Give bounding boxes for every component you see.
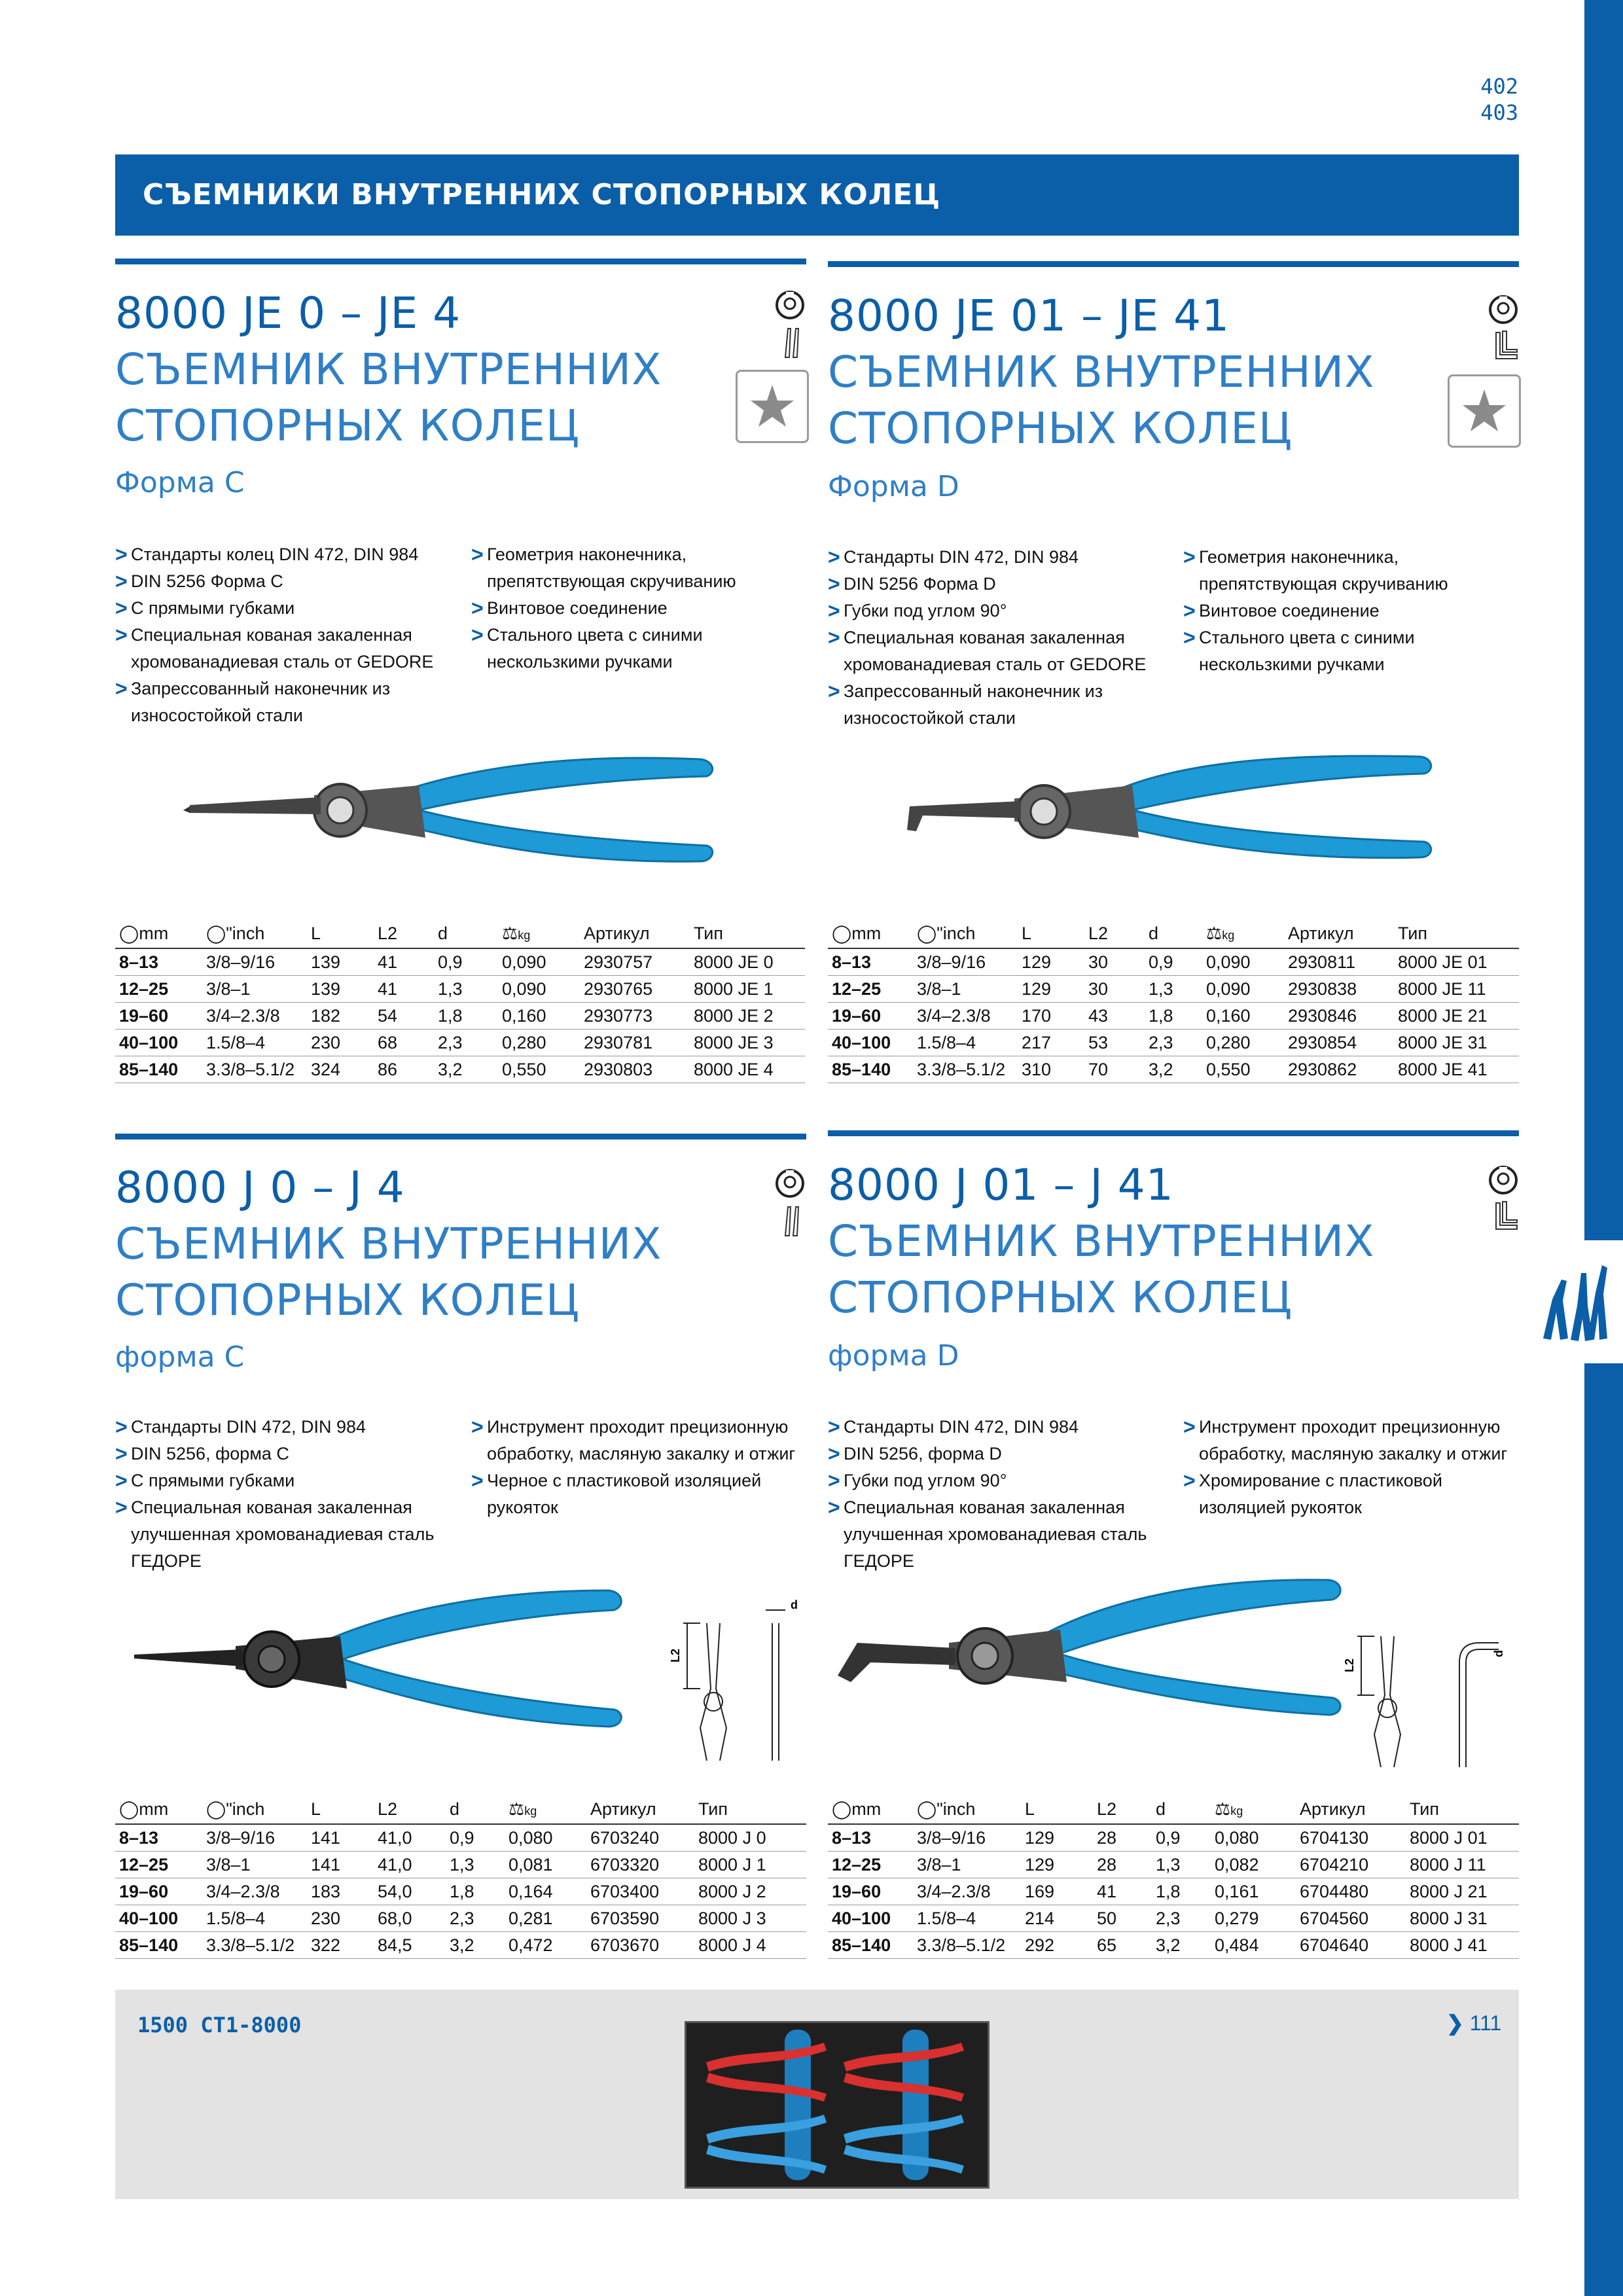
header-mm: ◯mm: [115, 1795, 202, 1824]
table-row: 12–25 3/8–1 129 30 1,3 0,090 2930838 8000 JE 11: [828, 976, 1519, 1003]
header-inch: ◯"inch: [202, 1795, 307, 1824]
feature-item: > Инструмент проходит прецизионную обработку, масляную закалку и отжиг: [1183, 1414, 1517, 1467]
header-type: Тип: [1394, 919, 1519, 948]
tool-tray-photo: [685, 2021, 990, 2189]
header-inch: ◯"inch: [202, 919, 307, 948]
feature-item: > Специальная кованая закаленная улучшенная хромованадиевая сталь ГЕДОРЕ: [828, 1494, 1181, 1575]
table-row: 40–100 1.5/8–4 217 53 2,3 0,280 2930854 8000 JE 31: [828, 1030, 1519, 1056]
feature-item: > Запрессованный наконечник из износостойкой стали: [115, 675, 449, 729]
straight-tip-icon: [779, 1204, 805, 1240]
header-mm: ◯mm: [828, 919, 913, 948]
table-row: 8–13 3/8–9/16 129 30 0,9 0,090 2930811 8000 JE 01: [828, 948, 1519, 976]
diagram-label-d: d: [791, 1598, 798, 1611]
table-row: 40–100 1.5/8–4 214 50 2,3 0,279 6704560 8000 J 31: [828, 1905, 1519, 1932]
product-title: 8000 JE 01 – JE 41: [828, 291, 1230, 341]
header-inch: ◯"inch: [913, 1795, 1021, 1824]
spec-table: [828, 1795, 1519, 1959]
featured-star-badge: [736, 370, 809, 443]
product-title: 8000 J 0 – J 4: [115, 1162, 405, 1213]
feature-list-right: [1183, 1414, 1517, 1521]
header-article: Артикул: [1284, 919, 1394, 948]
table-row: 8–13 3/8–9/16 129 28 0,9 0,080 6704130 8000 J 01: [828, 1824, 1519, 1852]
table-row: 85–140 3.3/8–5.1/2 324 86 3,2 0,550 2930803 8000 JE 4: [115, 1056, 805, 1083]
feature-item: > Винтовое соединение: [1183, 598, 1510, 624]
featured-star-badge: [1448, 374, 1521, 448]
feature-list-left: [115, 1414, 469, 1575]
side-tab-bar-lower: [1584, 1363, 1623, 2296]
feature-item: > Черное с пластиковой изоляцией рукояток: [471, 1467, 805, 1521]
table-row: 19–60 3/4–2.3/8 170 43 1,8 0,160 2930846 8000 JE 21: [828, 1003, 1519, 1030]
feature-list-left: [828, 1414, 1181, 1575]
feature-item: > DIN 5256 Форма D: [828, 571, 1162, 598]
spec-table: [115, 919, 805, 1083]
product-form: форма D: [828, 1339, 959, 1372]
ring-type-icon: [1488, 294, 1519, 329]
product-name-line2: СТОПОРНЫХ КОЛЕЦ: [115, 401, 580, 451]
feature-item: > DIN 5256, форма D: [828, 1441, 1181, 1467]
set-code: 1500 CT1-8000: [137, 2013, 302, 2037]
ring-size-icon: ◯: [119, 923, 139, 943]
section-rule: [828, 261, 1519, 267]
header-d: d: [446, 1795, 505, 1824]
product-name-line2: СТОПОРНЫХ КОЛЕЦ: [828, 403, 1293, 454]
page-reference-link[interactable]: ❯ 111: [1446, 2011, 1502, 2035]
feature-item: > Стандарты DIN 472, DIN 984: [115, 1414, 469, 1441]
header-mm: ◯mm: [115, 919, 202, 948]
header-type: Тип: [690, 919, 805, 948]
product-title: 8000 JE 0 – JE 4: [115, 288, 461, 338]
product-name-line1: СЪЕМНИК ВНУТРЕННИХ: [828, 347, 1375, 397]
feature-item: > С прямыми губками: [115, 595, 449, 622]
star-icon: [738, 372, 807, 441]
dimension-diagram: [1343, 1617, 1512, 1777]
diagram-label-d: d: [1492, 1650, 1505, 1657]
ring-type-icon: [774, 1168, 806, 1202]
page-number-left: 402: [1480, 74, 1518, 99]
angled-tip-icon: [1491, 329, 1520, 365]
header-article: Артикул: [1296, 1795, 1406, 1824]
header-l: L: [1018, 919, 1084, 948]
feature-list-left: [115, 541, 449, 729]
product-title: 8000 J 01 – J 41: [828, 1160, 1174, 1210]
scale-icon: ⚖: [508, 1799, 525, 1819]
straight-tip-icon: [779, 326, 805, 362]
side-tab-bar: [1584, 0, 1623, 1240]
feature-item: > Винтовое соединение: [471, 595, 798, 622]
feature-item: > Инструмент проходит прецизионную обработку, масляную закалку и отжиг: [471, 1414, 805, 1467]
star-icon: [1450, 376, 1519, 446]
table-row: 8–13 3/8–9/16 139 41 0,9 0,090 2930757 8000 JE 0: [115, 948, 805, 976]
chevron-right-icon: ❯: [1446, 2011, 1464, 2035]
table-row: 40–100 1.5/8–4 230 68 2,3 0,280 2930781 8000 JE 3: [115, 1030, 805, 1056]
feature-list-left: [828, 544, 1162, 732]
header-d: d: [1145, 919, 1202, 948]
product-photo-black-pliers: [131, 1577, 628, 1744]
dimension-diagram: [669, 1597, 812, 1770]
feature-item: > Стандарты DIN 472, DIN 984: [828, 544, 1162, 571]
header-l: L: [1021, 1795, 1093, 1824]
diagram-label-l2: L2: [1343, 1658, 1356, 1672]
feature-item: > Запрессованный наконечник из износостойкой стали: [828, 678, 1162, 732]
product-photo-angled-pliers: [897, 733, 1433, 887]
table-row: 85–140 3.3/8–5.1/2 310 70 3,2 0,550 2930862 8000 JE 41: [828, 1056, 1519, 1083]
table-row: 8–13 3/8–9/16 141 41,0 0,9 0,080 6703240 8000 J 0: [115, 1824, 806, 1852]
angled-tip-icon: [1491, 1199, 1520, 1235]
header-l: L: [307, 1795, 374, 1824]
feature-item: > Стандарты DIN 472, DIN 984: [828, 1414, 1181, 1441]
scale-icon: ⚖: [502, 923, 518, 943]
product-photo-chrome-pliers: [831, 1571, 1342, 1738]
product-name-line2: СТОПОРНЫХ КОЛЕЦ: [115, 1275, 580, 1325]
section-rule: [115, 259, 806, 264]
feature-item: > Губки под углом 90°: [828, 1467, 1181, 1494]
diagram-label-l2: L2: [669, 1648, 682, 1662]
feature-item: > Специальная кованая закаленная хромованадиевая сталь от GEDORE: [828, 624, 1162, 678]
product-form: Форма D: [828, 470, 959, 503]
table-row: 12–25 3/8–1 129 28 1,3 0,082 6704210 8000 J 11: [828, 1852, 1519, 1878]
feature-item: > Стандарты колец DIN 472, DIN 984: [115, 541, 449, 568]
ring-size-icon: ◯: [832, 923, 852, 943]
pliers-category-icon: [1539, 1260, 1611, 1348]
ring-size-icon: ◯: [119, 1799, 139, 1819]
header-l: L: [307, 919, 374, 948]
table-row: 85–140 3.3/8–5.1/2 322 84,5 3,2 0,472 6703670 8000 J 4: [115, 1932, 806, 1959]
feature-item: > С прямыми губками: [115, 1467, 469, 1494]
header-article: Артикул: [580, 919, 690, 948]
header-d: d: [434, 919, 498, 948]
scale-icon: ⚖: [1215, 1799, 1231, 1819]
section-rule: [828, 1130, 1519, 1136]
header-type: Тип: [1406, 1795, 1519, 1824]
feature-item: > Специальная кованая закаленная улучшенная хромованадиевая сталь ГЕДОРЕ: [115, 1494, 469, 1575]
header-l2: L2: [374, 1795, 446, 1824]
ring-type-icon: [1488, 1164, 1519, 1199]
page-number-right: 403: [1480, 100, 1518, 125]
header-l2: L2: [1084, 919, 1145, 948]
spec-table: [115, 1795, 806, 1959]
feature-list-right: [1183, 544, 1510, 678]
header-article: Артикул: [586, 1795, 694, 1824]
feature-item: > Стального цвета с синими нескользкими ручками: [471, 622, 798, 675]
feature-item: > DIN 5256 Форма C: [115, 568, 449, 595]
product-name-line2: СТОПОРНЫХ КОЛЕЦ: [828, 1272, 1293, 1323]
product-photo-straight-pliers: [183, 733, 720, 887]
product-form: форма C: [115, 1340, 245, 1374]
spec-table: [828, 919, 1519, 1083]
header-l2: L2: [374, 919, 434, 948]
feature-item: > Геометрия наконечника, препятствующая скручиванию: [1183, 544, 1510, 598]
ring-type-icon: [774, 289, 806, 324]
product-form: Форма C: [115, 466, 245, 499]
feature-item: > Губки под углом 90°: [828, 598, 1162, 624]
section-title: СЪЕМНИКИ ВНУТРЕННИХ СТОПОРНЫХ КОЛЕЦ: [143, 178, 941, 211]
feature-item: > DIN 5256, форма C: [115, 1441, 469, 1467]
feature-item: > Специальная кованая закаленная хромованадиевая сталь от GEDORE: [115, 622, 449, 675]
header-l2: L2: [1093, 1795, 1152, 1824]
header-inch: ◯"inch: [913, 919, 1018, 948]
ring-size-icon: ◯: [832, 1799, 852, 1819]
scale-icon: ⚖: [1206, 923, 1222, 943]
header-type: Тип: [694, 1795, 806, 1824]
product-name-line1: СЪЕМНИК ВНУТРЕННИХ: [828, 1216, 1375, 1266]
feature-item: > Хромирование с пластиковой изоляцией рукояток: [1183, 1467, 1517, 1521]
product-name-line1: СЪЕМНИК ВНУТРЕННИХ: [115, 1219, 662, 1269]
table-row: 19–60 3/4–2.3/8 169 41 1,8 0,161 6704480 8000 J 21: [828, 1878, 1519, 1905]
table-row: 19–60 3/4–2.3/8 182 54 1,8 0,160 2930773 8000 JE 2: [115, 1003, 805, 1030]
table-row: 19–60 3/4–2.3/8 183 54,0 1,8 0,164 6703400 8000 J 2: [115, 1878, 806, 1905]
header-weight: ⚖kg: [505, 1795, 586, 1824]
header-weight: ⚖kg: [1202, 919, 1284, 948]
header-weight: ⚖kg: [1211, 1795, 1296, 1824]
feature-list-right: [471, 541, 798, 675]
table-row: 40–100 1.5/8–4 230 68,0 2,3 0,281 6703590 8000 J 3: [115, 1905, 806, 1932]
section-rule: [115, 1134, 806, 1139]
table-row: 85–140 3.3/8–5.1/2 292 65 3,2 0,484 6704640 8000 J 41: [828, 1932, 1519, 1959]
header-d: d: [1152, 1795, 1211, 1824]
table-row: 12–25 3/8–1 139 41 1,3 0,090 2930765 8000 JE 1: [115, 976, 805, 1003]
feature-item: > Стального цвета с синими нескользкими ручками: [1183, 624, 1510, 678]
feature-item: > Геометрия наконечника, препятствующая скручиванию: [471, 541, 798, 595]
table-row: 12–25 3/8–1 141 41,0 1,3 0,081 6703320 8000 J 1: [115, 1852, 806, 1878]
header-mm: ◯mm: [828, 1795, 913, 1824]
feature-list-right: [471, 1414, 805, 1521]
product-name-line1: СЪЕМНИК ВНУТРЕННИХ: [115, 344, 662, 395]
header-weight: ⚖kg: [498, 919, 580, 948]
